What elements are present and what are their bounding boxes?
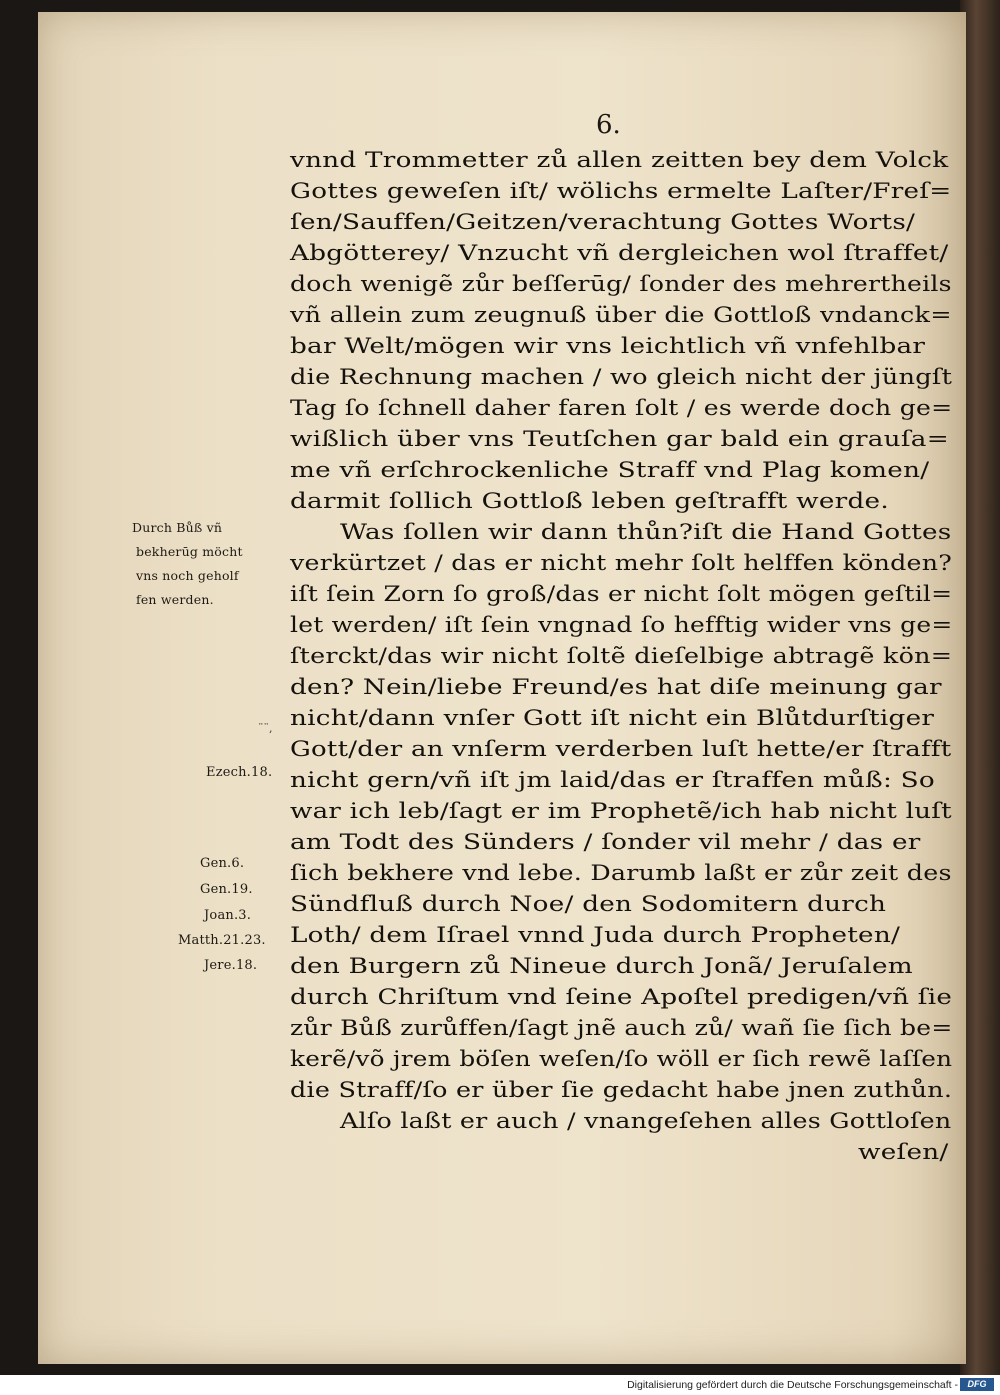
text-line: ſterckt/das wir nicht ſoltẽ dieſelbige abtragẽ kön=: [290, 644, 953, 668]
text-line: die Rechnung machen / wo gleich nicht der jüngſt: [290, 365, 953, 389]
text-line: nicht/dann vnſer Gott iſt nicht ein Blůtdurſtiger: [290, 706, 935, 730]
text-line: Abgötterey/ Vnzucht vñ dergleichen wol ſtraffet/: [290, 241, 949, 265]
margin-note: vns noch geholf: [136, 568, 239, 583]
text-line: doch wenigẽ zůr beſſerūg/ ſonder des mehrertheils: [290, 272, 952, 296]
text-line: Was ſollen wir dann thůn?iſt die Hand Gottes: [340, 520, 952, 544]
text-line: den? Nein/liebe Freund/es hat diſe meinung gar: [290, 675, 942, 699]
text-line: bar Welt/mögen wir vns leichtlich vñ vnfehlbar: [290, 334, 926, 358]
text-line: Gottes geweſen iſt/ wölichs ermelte Laſter/Freſ=: [290, 179, 952, 203]
text-line: den Burgern zů Nineue durch Jonã/ Jeruſalem: [290, 954, 913, 978]
text-line: Gott/der an vnſerm verderben luſt hette/er ſtrafft: [290, 737, 952, 761]
text-line: durch Chriſtum vnd ſeine Apoſtel predigen/vñ ſie: [290, 985, 953, 1009]
footer-credit: Digitalisierung gefördert durch die Deutsche Forschungsgemeinschaft -: [627, 1379, 958, 1391]
text-line: Tag ſo ſchnell daher faren ſolt / es werde doch ge=: [290, 396, 953, 420]
text-line: iſt ſein Zorn ſo groß/das er nicht ſolt mögen geſtil=: [290, 582, 953, 606]
text-line: kerẽ/võ jrem böſen weſen/ſo wöll er ſich rewẽ laſſen: [290, 1047, 953, 1071]
text-line: ſen/Sauffen/Geitzen/verachtung Gottes Worts/: [290, 210, 916, 234]
page-number: 6.: [596, 110, 621, 140]
text-line: verkürtzet / das er nicht mehr ſolt helffen könden?: [290, 551, 953, 575]
margin-note: Gen.19.: [200, 882, 253, 897]
text-line: wißlich über vns Teutſchen gar bald ein grauſa=: [290, 427, 949, 451]
dfg-logo: DFG: [960, 1378, 994, 1391]
book-spine-edge: [960, 0, 1000, 1375]
text-line: nicht gern/vñ iſt jm laid/das er ſtraffen můß: So: [290, 768, 935, 792]
margin-note: Ezech.18.: [206, 765, 273, 780]
margin-note: Jere.18.: [204, 958, 258, 973]
margin-note: Durch Bůß vñ: [132, 520, 223, 535]
margin-note: Matth.21.23.: [178, 933, 266, 948]
margin-note: bekherūg möcht: [136, 544, 243, 559]
text-line: darmit ſollich Gottloß leben geſtrafft werde.: [290, 489, 889, 513]
text-line: ſich bekhere vnd lebe. Darumb laßt er zůr zeit des: [290, 861, 952, 885]
text-line: war ich leb/ſagt er im Prophetẽ/ich hab nicht luſt: [290, 799, 952, 823]
catchword: weſen/: [858, 1140, 949, 1164]
text-line: vñ allein zum zeugnuß über die Gottloß vndanck=: [290, 303, 952, 327]
stray-mark: ¨¨,: [258, 722, 273, 735]
text-line: die Straff/ſo er über ſie gedacht habe jnen zuthůn.: [290, 1078, 953, 1102]
text-line: Sündfluß durch Noe/ den Sodomitern durch: [290, 892, 887, 916]
margin-note: fen werden.: [136, 592, 214, 607]
text-line: am Todt des Sünders / ſonder vil mehr / das er: [290, 830, 921, 854]
text-line: Alſo laßt er auch / vnangeſehen alles Gottloſen: [340, 1109, 952, 1133]
margin-note: Joan.3.: [204, 908, 252, 923]
margin-note: Gen.6.: [200, 856, 245, 871]
text-line: vnnd Trommetter zů allen zeitten bey dem Volck: [290, 148, 949, 172]
text-line: let werden/ iſt ſein vngnad ſo hefftig wider vns ge=: [290, 613, 953, 637]
text-line: me vñ erſchrockenliche Straff vnd Plag komen/: [290, 458, 930, 482]
text-line: zůr Bůß zurůffen/ſagt jnẽ auch zů/ wañ ſie ſich be=: [290, 1016, 953, 1040]
text-line: Loth/ dem Iſrael vnnd Juda durch Propheten/: [290, 923, 901, 947]
